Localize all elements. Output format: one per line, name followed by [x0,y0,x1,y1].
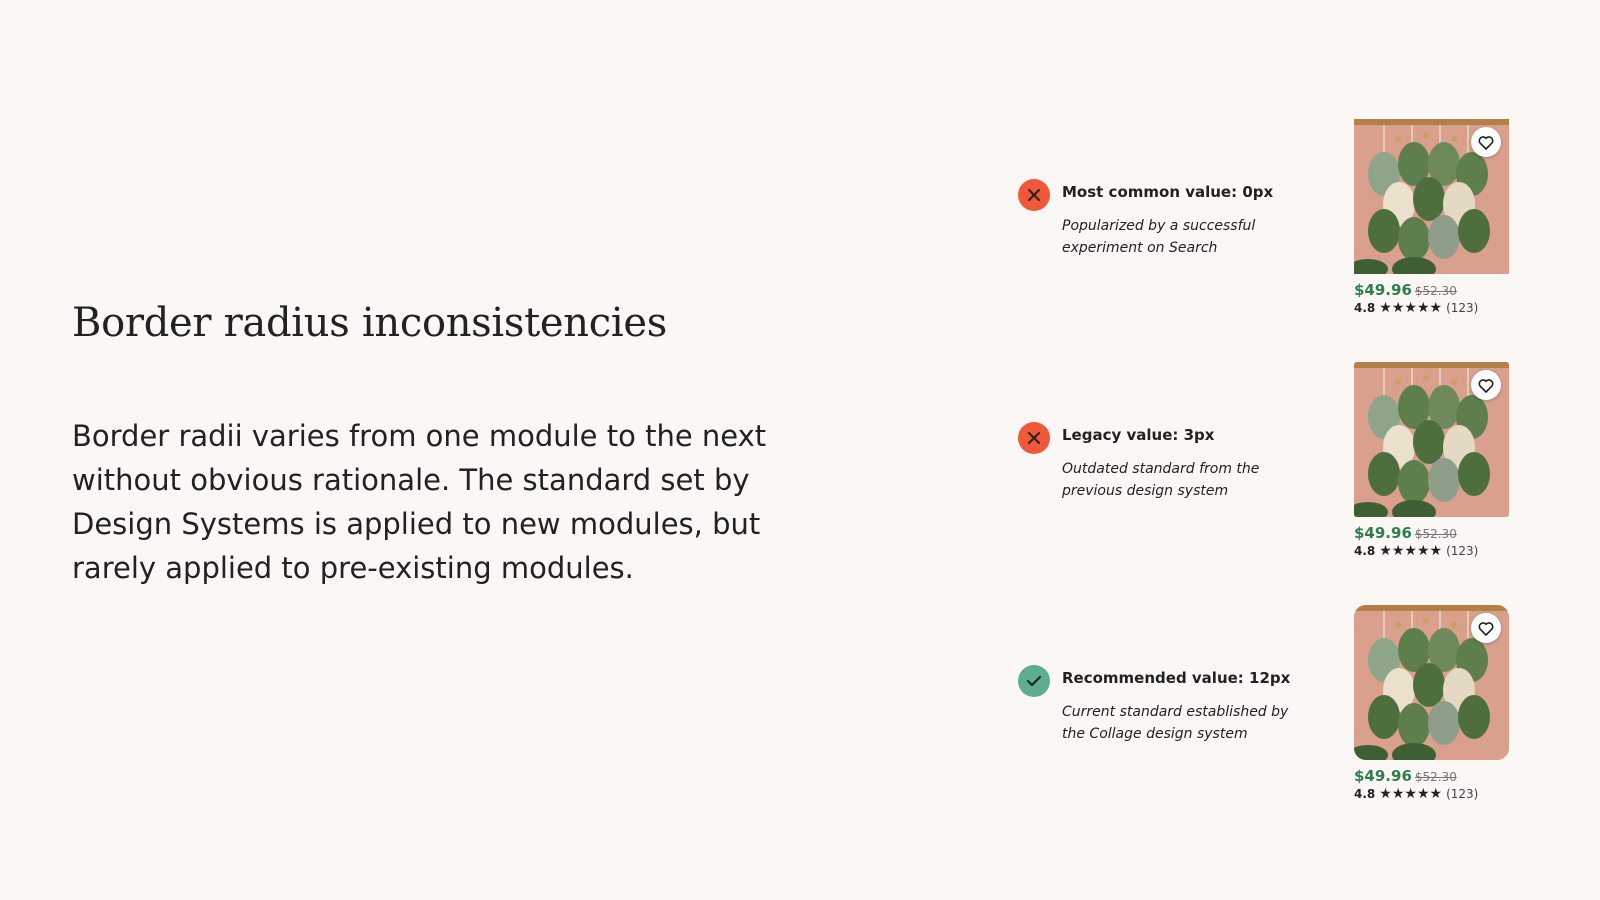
star-icon: ★ [1416,300,1430,316]
star-icon: ★ [1379,300,1392,316]
price-row [1354,523,1514,542]
rating-row [1354,301,1514,315]
sale-price: $49.96 [1354,524,1412,542]
price-row [1354,766,1514,785]
star-icon: ★ [1416,786,1430,802]
review-count: (123) [1446,787,1479,801]
original-price: $52.30 [1414,284,1457,298]
listing-card[interactable] [1354,605,1514,801]
sale-price: $49.96 [1354,767,1412,785]
star-icon: ★ [1391,300,1405,316]
review-count: (123) [1446,544,1479,558]
heart-icon [1478,378,1494,393]
rating-value: 4.8 [1354,787,1376,801]
rating-row [1354,787,1514,801]
heart-icon [1478,135,1494,150]
original-price: $52.30 [1414,527,1457,541]
star-icon: ★ [1429,786,1443,802]
close-icon [1018,422,1050,454]
body-paragraph: Border radii varies from one module to the next without obvious rationale. The standard set by Design Systems is applied to new modules, but rarely applied to pre-existing modules. [72,419,767,585]
example-description: Current standard established by the Collage design system [1062,704,1289,742]
star-icon: ★ [1391,786,1405,802]
star-icon: ★ [1391,543,1405,559]
close-icon [1018,179,1050,211]
star-rating [1379,544,1442,558]
star-icon: ★ [1416,543,1430,559]
favorite-button[interactable] [1471,370,1501,400]
example-heading: Legacy value: 3px [1062,426,1215,444]
star-icon: ★ [1404,786,1417,802]
star-rating [1379,787,1442,801]
example-description: Popularized by a successful experiment on Search [1062,218,1256,256]
rating-value: 4.8 [1354,301,1376,315]
star-icon: ★ [1404,543,1417,559]
rating-value: 4.8 [1354,544,1376,558]
original-price: $52.30 [1414,770,1457,784]
star-icon: ★ [1429,543,1443,559]
star-rating [1379,301,1442,315]
example-row-3px [1018,362,1538,562]
star-icon: ★ [1404,300,1417,316]
heart-icon [1478,621,1494,636]
review-count: (123) [1446,301,1479,315]
listing-card[interactable] [1354,362,1514,558]
price-row [1354,280,1514,299]
listing-image[interactable] [1354,605,1509,760]
example-heading: Recommended value: 12px [1062,669,1291,687]
sale-price: $49.96 [1354,281,1412,299]
star-icon: ★ [1429,300,1443,316]
listing-image[interactable] [1354,362,1509,517]
page-title: Border radius inconsistencies [72,300,667,346]
example-row-0px [1018,119,1538,319]
favorite-button[interactable] [1471,613,1501,643]
example-heading: Most common value: 0px [1062,183,1274,201]
check-icon [1018,665,1050,697]
star-icon: ★ [1379,543,1392,559]
listing-image[interactable] [1354,119,1509,274]
favorite-button[interactable] [1471,127,1501,157]
listing-card[interactable] [1354,119,1514,315]
example-description: Outdated standard from the previous design system [1062,461,1260,499]
example-row-12px [1018,605,1538,805]
rating-row [1354,544,1514,558]
star-icon: ★ [1379,786,1392,802]
